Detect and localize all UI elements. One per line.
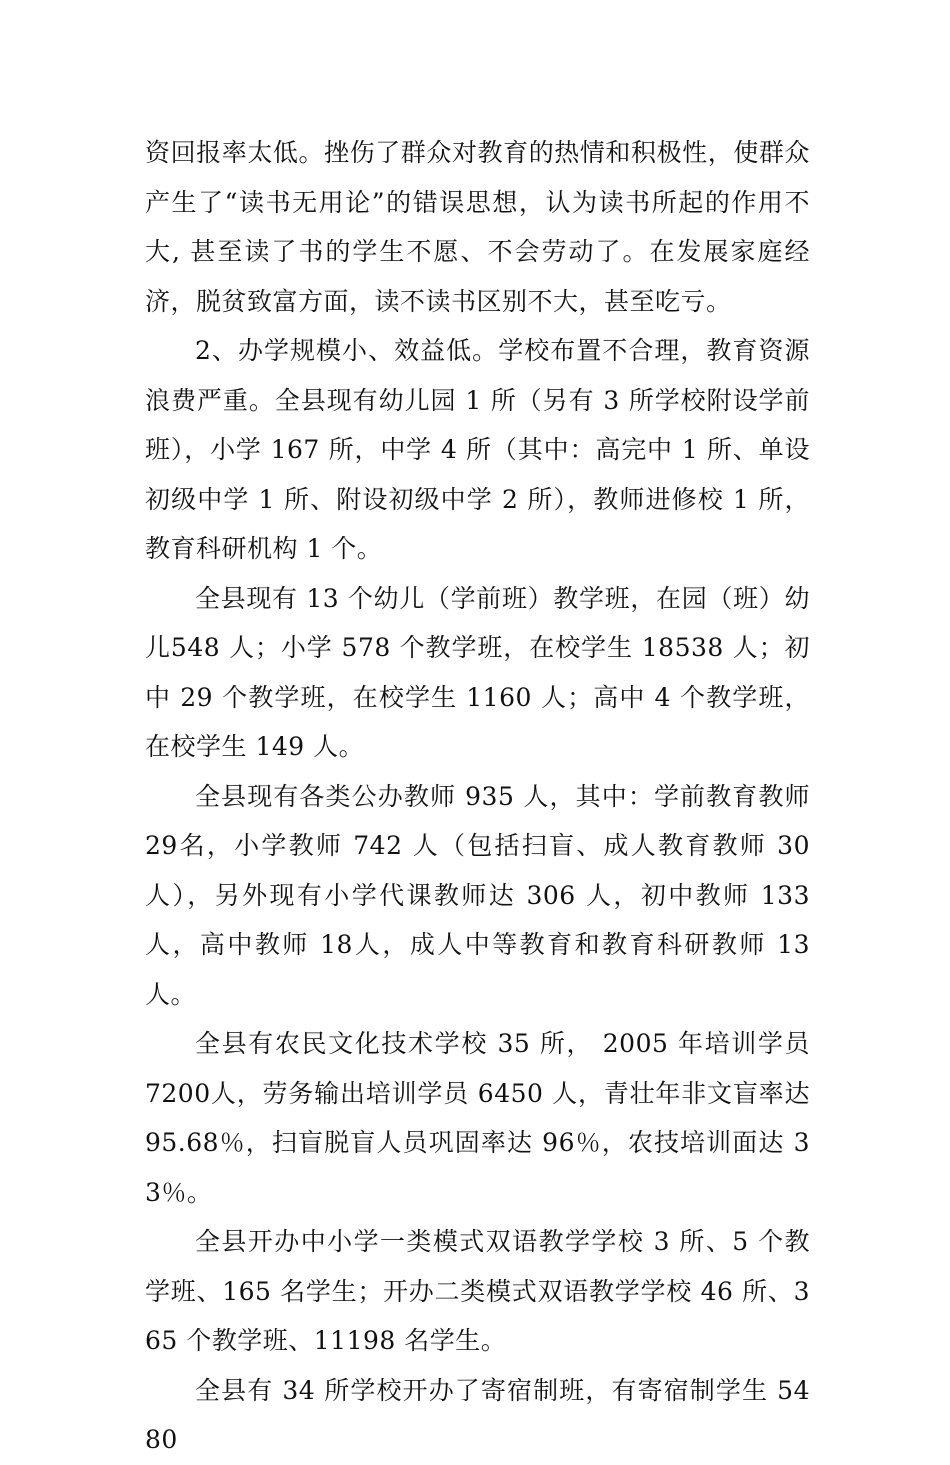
paragraph-class-counts: 全县现有 13 个幼儿（学前班）教学班，在园（班）幼儿548 人；小学 578 个教学班，在校学生 18538 人；初中 29 个教学班，在校学生 1160 人；高中 4 个教学班，在校学生 149 人。 (145, 583, 810, 761)
paragraph-bilingual-schools: 全县开办中小学一类模式双语教学学校 3 所、5 个教学班、165 名学生；开办二类模式双语教学学校 46 所、365 个教学班、11198 名学生。 (145, 1227, 810, 1355)
paragraph-continuation: 资回报率太低。挫伤了群众对教育的热情和积极性，使群众产生了“读书无用论”的错误思想，认为读书所起的作用不大, 甚至读了书的学生不愿、不会劳动了。在发展家庭经济，脱贫致富方面，读不读书区别不大，甚至吃亏。 (145, 138, 810, 316)
paragraph-boarding-schools: 全县有 34 所学校开办了寄宿制班，有寄宿制学生 5480 (145, 1375, 810, 1454)
paragraph-teacher-counts: 全县现有各类公办教师 935 人，其中：学前教育教师 29名，小学教师 742 人（包括扫盲、成人教育教师 30 人），另外现有小学代课教师达 306 人，初中教师 133 人，高中教师 18人，成人中等教育和教育科研教师 13 人。 (145, 781, 810, 1009)
paragraph-farmer-schools: 全县有农民文化技术学校 35 所， 2005 年培训学员 7200人，劳务输出培训学员 6450 人，青壮年非文盲率达 95.68％，扫盲脱盲人员巩固率达 96％，农技培训面达 33％。 (145, 1029, 810, 1207)
document-body (145, 128, 810, 1465)
paragraph-school-scale: 2、办学规模小、效益低。学校布置不合理，教育资源浪费严重。全县现有幼儿园 1 所（另有 3 所学校附设学前班），小学 167 所，中学 4 所（其中：高完中 1 所、单设初级中学 1 所、附设初级中学 2 所），教师进修校 1 所，教育科研机构 1 个。 (145, 336, 810, 563)
